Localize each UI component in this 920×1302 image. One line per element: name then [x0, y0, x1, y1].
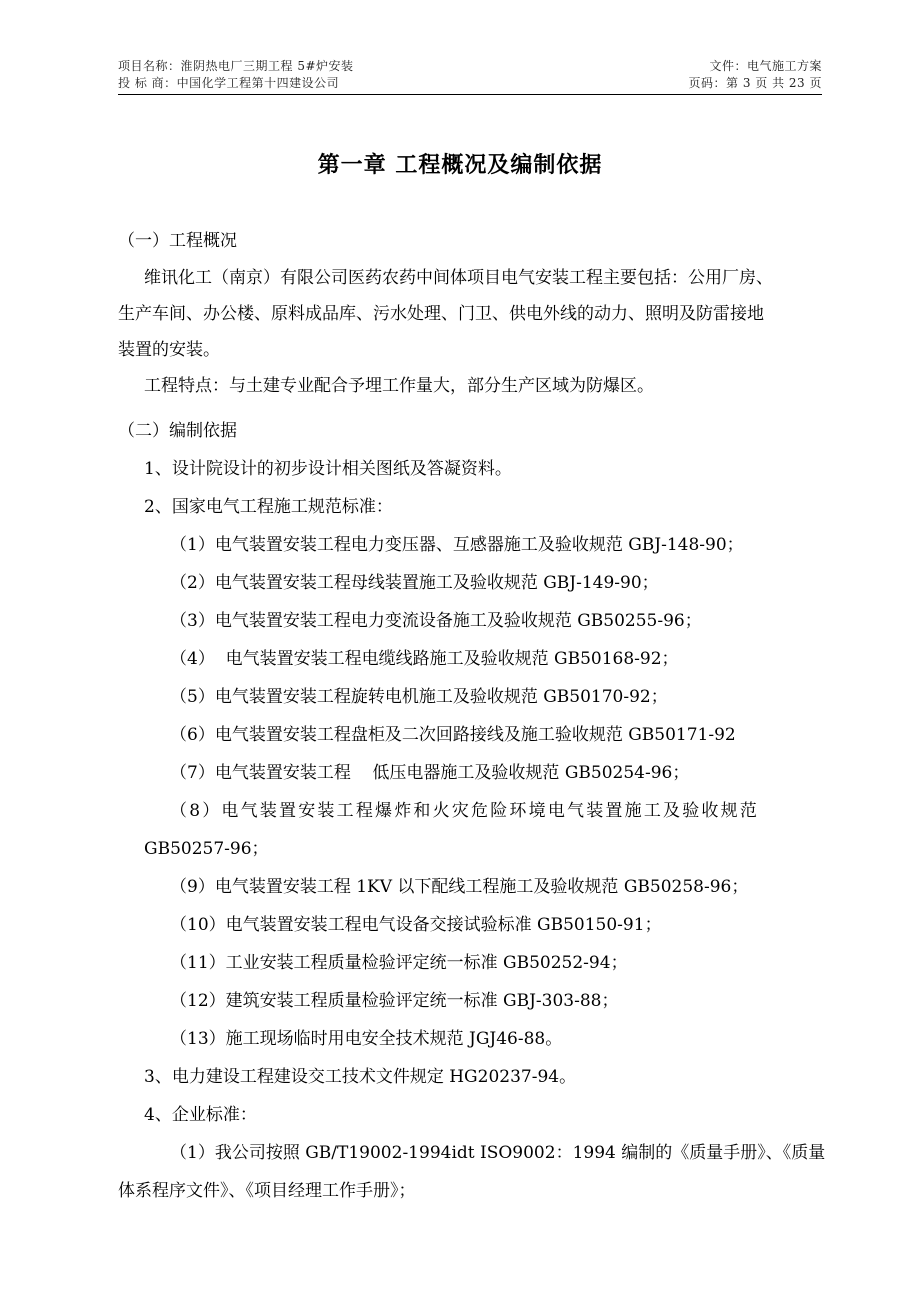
bidder-name: 投 标 商：中国化学工程第十四建设公司 — [118, 76, 340, 90]
sub-list-item: （6）电气装置安装工程盘柜及二次回路接线及施工验收规范 GB50171-92 — [170, 725, 736, 745]
sub-list-item: （12）建筑安装工程质量检验评定统一标准 GBJ-303-88； — [170, 991, 619, 1011]
paragraph-line: 装置的安装。 — [118, 340, 220, 360]
list-item: 1、设计院设计的初步设计相关图纸及答凝资料。 — [144, 459, 512, 479]
sub-list-item: （11）工业安装工程质量检验评定统一标准 GB50252-94； — [170, 953, 628, 973]
sub-list-item: （2）电气装置安装工程母线装置施工及验收规范 GBJ-149-90； — [170, 573, 659, 593]
sub-list-item: （4） 电气装置安装工程电缆线路施工及验收规范 GB50168-92； — [170, 649, 679, 669]
sub-list-item: （13）施工现场临时用电安全技术规范 JGJ46-88。 — [170, 1029, 563, 1049]
sub-list-item-continuation: 体系程序文件》、《项目经理工作手册》； — [118, 1181, 416, 1201]
sub-list-item: （1）电气装置安装工程电力变压器、互感器施工及验收规范 GBJ-148-90； — [170, 535, 744, 555]
paragraph-line: 维讯化工（南京）有限公司医药农药中间体项目电气安装工程主要包括：公用厂房、 — [144, 268, 773, 288]
file-name: 文件：电气施工方案 — [709, 59, 822, 73]
sub-list-item: （7）电气装置安装工程 低压电器施工及验收规范 GB50254-96； — [170, 763, 690, 783]
list-item: 2、国家电气工程施工规范标准： — [144, 497, 393, 517]
sub-list-item: （1）我公司按照 GB/T19002-1994idt ISO9002：1994 编制的《质量手册》、《质量 — [170, 1143, 826, 1163]
sub-list-item-continuation: GB50257-96； — [144, 839, 269, 859]
sub-list-item: （10）电气装置安装工程电气设备交接试验标准 GB50150-91； — [170, 915, 662, 935]
list-item: 4、企业标准： — [144, 1105, 257, 1125]
page-header — [118, 58, 822, 92]
project-name: 项目名称：淮阴热电厂三期工程 5#炉安装 — [118, 59, 354, 73]
page-number: 页码：第 3 页 共 23 页 — [688, 76, 822, 90]
section-heading-overview: （一）工程概况 — [118, 231, 237, 251]
paragraph-features: 工程特点：与土建专业配合予埋工作量大，部分生产区域为防爆区。 — [144, 376, 654, 396]
sub-list-item: （3）电气装置安装工程电力变流设备施工及验收规范 GB50255-96； — [170, 611, 702, 631]
header-row-2 — [118, 75, 822, 92]
chapter-title: 第一章 工程概况及编制依据 — [317, 152, 603, 178]
sub-list-item: （8）电气装置安装工程爆炸和火灾危险环境电气装置施工及验收规范 — [170, 801, 760, 821]
section-heading-basis: （二）编制依据 — [118, 421, 237, 441]
paragraph-line: 生产车间、办公楼、原料成品库、污水处理、门卫、供电外线的动力、照明及防雷接地 — [118, 304, 764, 324]
header-row-1 — [118, 58, 822, 75]
header-rule — [118, 94, 822, 95]
sub-list-item: （5）电气装置安装工程旋转电机施工及验收规范 GB50170-92； — [170, 687, 668, 707]
sub-list-item: （9）电气装置安装工程 1KV 以下配线工程施工及验收规范 GB50258-96； — [170, 877, 749, 897]
list-item: 3、电力建设工程建设交工技术文件规定 HG20237-94。 — [144, 1067, 577, 1087]
document-body — [118, 222, 826, 1210]
